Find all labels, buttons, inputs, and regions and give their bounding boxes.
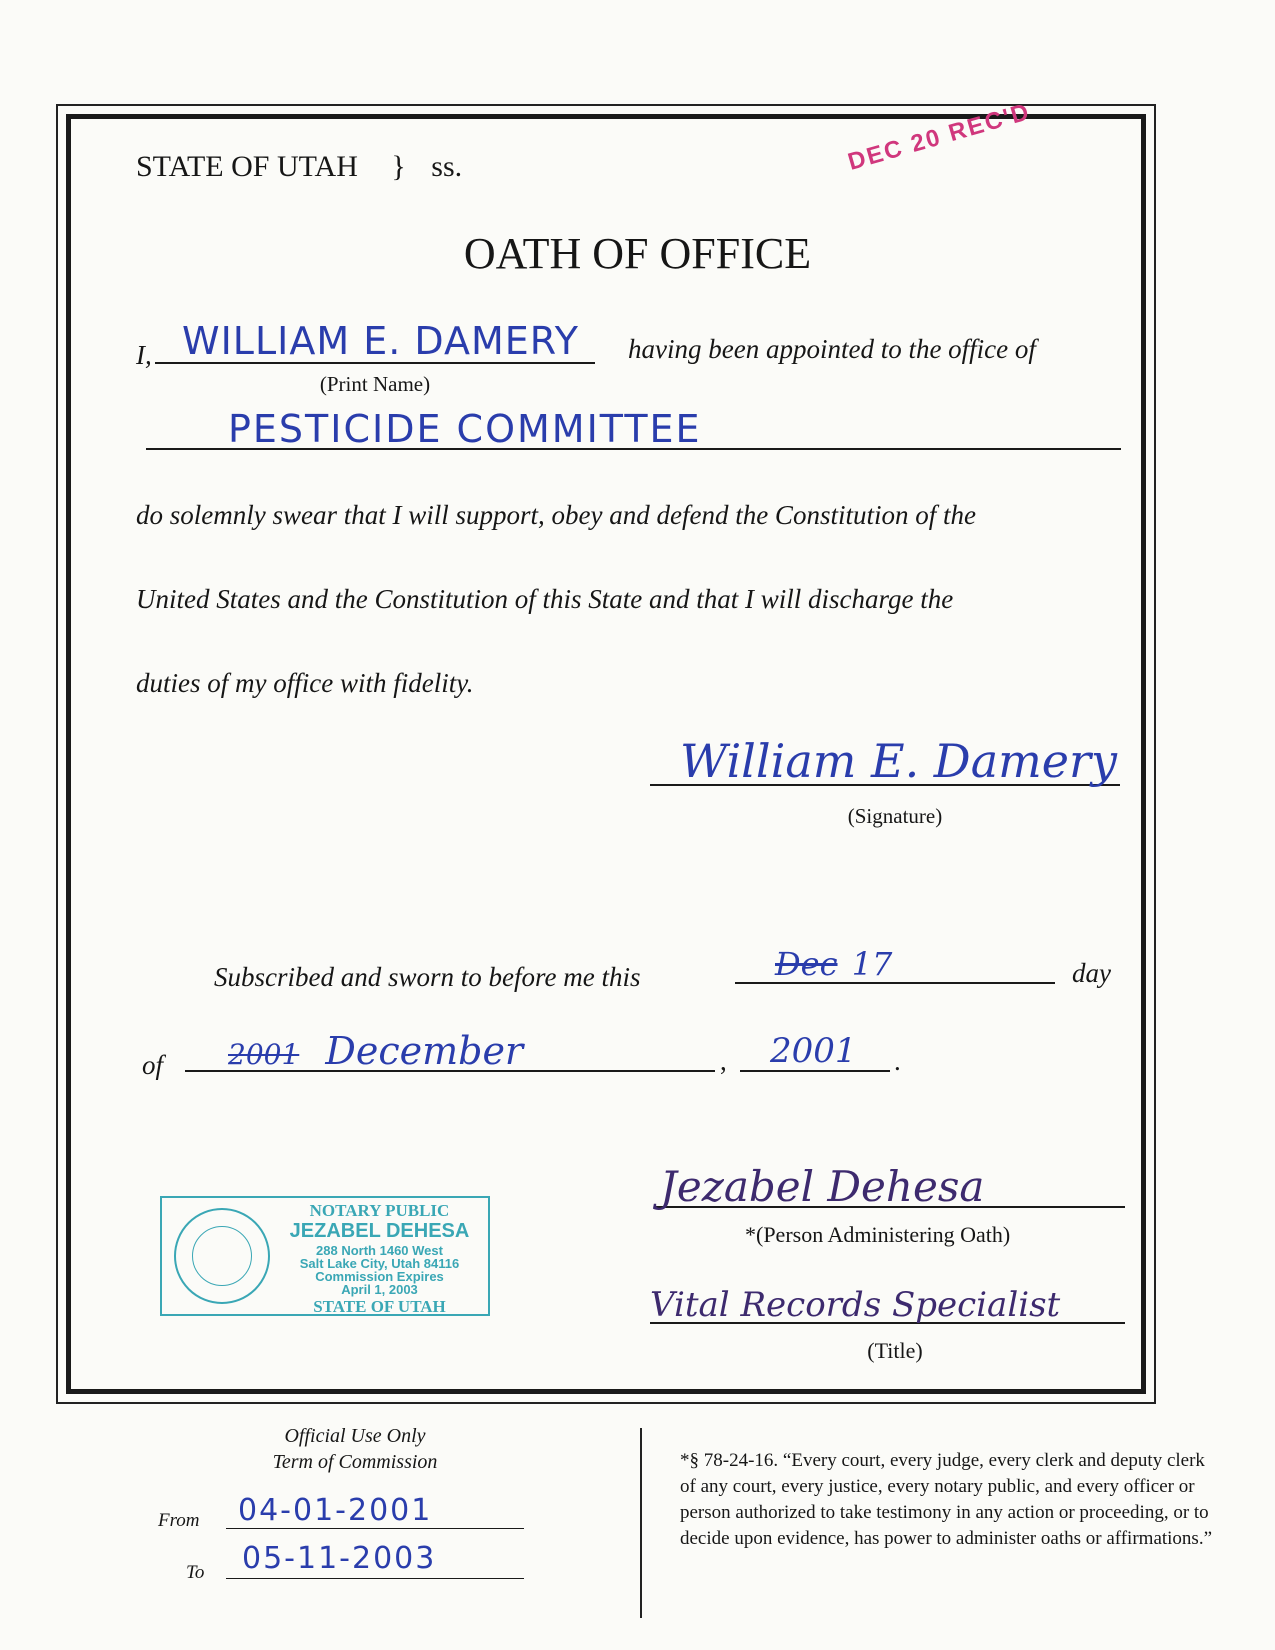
oath-body-line-3: duties of my office with fidelity. bbox=[136, 668, 474, 698]
sworn-year-handwriting: 2001 bbox=[770, 1031, 857, 1071]
notary-line-2: JEZABEL DEHESA bbox=[289, 1220, 470, 1242]
sworn-month-handwriting bbox=[228, 1029, 524, 1073]
appointed-text: having been appointed to the office of bbox=[628, 334, 1036, 364]
administrator-signature-handwriting: Jezabel Dehesa bbox=[660, 1162, 985, 1211]
print-name-handwriting: WILLIAM E. DAMERY bbox=[182, 319, 579, 363]
oath-body-line-1: do solemnly swear that I will support, obey and defend the Constitution of the bbox=[136, 500, 976, 530]
to-handwriting: 05-11-2003 bbox=[242, 1541, 437, 1576]
statute-footnote: *§ 78-24-16. “Every court, every judge, every clerk and deputy clerk of any court, every justice, every notary public, and every officer or person authorized to take testimony in any action or proceeding, or to decide upon evidence, has power to administer oaths or affirmations.” bbox=[680, 1450, 1213, 1549]
page-title: OATH OF OFFICE bbox=[463, 229, 812, 278]
to-label: To bbox=[186, 1562, 205, 1583]
title-handwriting: Vital Records Specialist bbox=[650, 1285, 1061, 1325]
state-brace: } bbox=[391, 150, 406, 183]
state-name: STATE OF UTAH bbox=[136, 150, 358, 183]
received-date-stamp: DEC 20 REC'D bbox=[845, 98, 1034, 176]
seal-emblem-icon bbox=[192, 1226, 252, 1286]
notary-line-6: April 1, 2003 bbox=[341, 1282, 418, 1297]
state-seal-icon bbox=[174, 1208, 270, 1304]
to-line bbox=[226, 1578, 524, 1579]
notary-line-3: 288 North 1460 West bbox=[316, 1243, 443, 1258]
title-caption: (Title) bbox=[867, 1338, 923, 1363]
from-handwriting: 04-01-2001 bbox=[238, 1493, 433, 1528]
print-name-caption: (Print Name) bbox=[319, 372, 431, 396]
state-ss: ss. bbox=[431, 150, 463, 183]
of-label: of bbox=[142, 1050, 164, 1080]
sworn-text: Subscribed and sworn to before me this bbox=[214, 962, 641, 992]
official-use-heading: Official Use Only bbox=[284, 1425, 426, 1447]
notary-stamp-text bbox=[272, 1202, 487, 1315]
notary-line-7: STATE OF UTAH bbox=[313, 1297, 446, 1316]
sworn-month-value: December bbox=[325, 1029, 524, 1073]
oath-body-line-2: United States and the Constitution of this State and that I will discharge the bbox=[136, 584, 954, 614]
administrator-caption: *(Person Administering Oath) bbox=[745, 1222, 1011, 1247]
year-period: . bbox=[894, 1046, 901, 1076]
office-handwriting: PESTICIDE COMMITTEE bbox=[228, 407, 702, 451]
from-label: From bbox=[158, 1510, 200, 1531]
day-label: day bbox=[1072, 958, 1111, 988]
state-heading bbox=[136, 150, 462, 184]
sworn-day-value: 17 bbox=[851, 945, 893, 983]
notary-line-1: NOTARY PUBLIC bbox=[309, 1201, 450, 1220]
sworn-month-struck: 2001 bbox=[228, 1038, 300, 1071]
month-comma: , bbox=[720, 1046, 727, 1076]
notary-line-4: Salt Lake City, Utah 84116 bbox=[299, 1256, 460, 1271]
signature-handwriting: William E. Damery bbox=[680, 734, 1117, 788]
signature-caption: (Signature) bbox=[847, 804, 943, 828]
term-heading: Term of Commission bbox=[272, 1451, 438, 1473]
oath-prefix: I, bbox=[136, 340, 152, 370]
footer-divider bbox=[640, 1428, 642, 1618]
sworn-day-handwriting bbox=[775, 945, 893, 983]
notary-stamp bbox=[160, 1196, 490, 1316]
from-line bbox=[226, 1528, 524, 1529]
notary-line-5: Commission Expires bbox=[315, 1269, 444, 1284]
sworn-day-struck: Dec bbox=[775, 945, 838, 983]
